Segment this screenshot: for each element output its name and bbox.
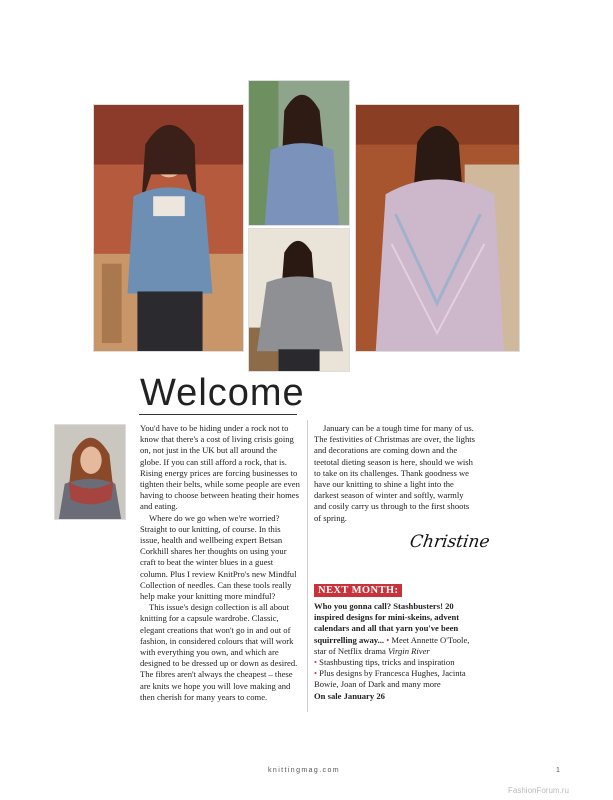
watermark: FashionForum.ru: [508, 786, 569, 795]
editorial-paragraph: January can be a tough time for many of us. The festivities of Christmas are over, the lights and decorations are coming down and the teetotal dieting season is here, should we wish to take on its challenges. Thank goodness we have our knitting to shine a light into the darkest season of winter and softly, warmly and cosily carry us through to the first shoots of spring.: [314, 423, 475, 523]
page-title: Welcome: [140, 372, 305, 414]
cable-sweater-photo: [248, 80, 350, 226]
editorial-paragraph: This issue's design collection is all about knitting for a capsule wardrobe. Classic, elegant creations that won't go in and out of fashion, in considered colours that will work with everything you own, and which are designed to be dressed up or down as desired. The fibres aren't always the cheapest – these are knits we hope you will love making and then cherish for many years to come.: [140, 602, 298, 702]
next-month-label: NEXT MONTH:: [314, 584, 402, 597]
next-month-item: Plus designs by Francesca Hughes, Jacinta Bowie, Joan of Dark and many more: [314, 668, 466, 690]
next-month-box: [314, 601, 480, 702]
editorial-paragraph: Where do we go when we're worried? Straight to our knitting, of course. In this issue, health and wellbeing expert Betsan Corkhill shares her thoughts on using your craft to beat the winter blues in a guest column. Plus I review KnitPro's new Mindful Collection of needles. Can these tools really help make your knitting more mindful?: [140, 512, 297, 602]
bullet-icon: •: [386, 634, 390, 645]
bullet-icon: •: [314, 668, 318, 679]
editor-signature: Christine: [408, 532, 491, 552]
title-underline: [139, 414, 297, 415]
column-divider: [307, 420, 308, 712]
editorial-left-column: [140, 423, 300, 703]
next-month-item: Stashbusting tips, tricks and inspiration: [319, 657, 455, 668]
footer-website: knittingmag.com: [268, 767, 340, 774]
bullet-icon: •: [314, 657, 318, 668]
editorial-paragraph: You'd have to be hiding under a rock not to know that there's a cost of living crisis going on, not just in the UK but all around the globe. If you can still afford a rock, that is. Rising energy prices are forcing businesses to tighten their belts, while some people are even having to choose between heating their homes and eating.: [140, 423, 300, 512]
editorial-right-column: [314, 423, 476, 524]
editor-portrait: [54, 424, 126, 520]
next-month-item: Meet Annette O'Toole, star of Netflix drama: [314, 634, 470, 656]
next-month-show-title: Virgin River: [387, 645, 430, 656]
cardigan-photo: [93, 104, 244, 352]
lace-shawl-photo: [355, 104, 520, 352]
next-month-headline: Who you gonna call? Stashbusters! 20 inspired designs for mini-skeins, advent calendars and all that yarn you've been squirrelling away...: [314, 601, 460, 645]
on-sale-date: On sale January 26: [314, 690, 385, 701]
grey-sweater-photo: [248, 228, 350, 372]
page-number: 1: [556, 767, 560, 774]
